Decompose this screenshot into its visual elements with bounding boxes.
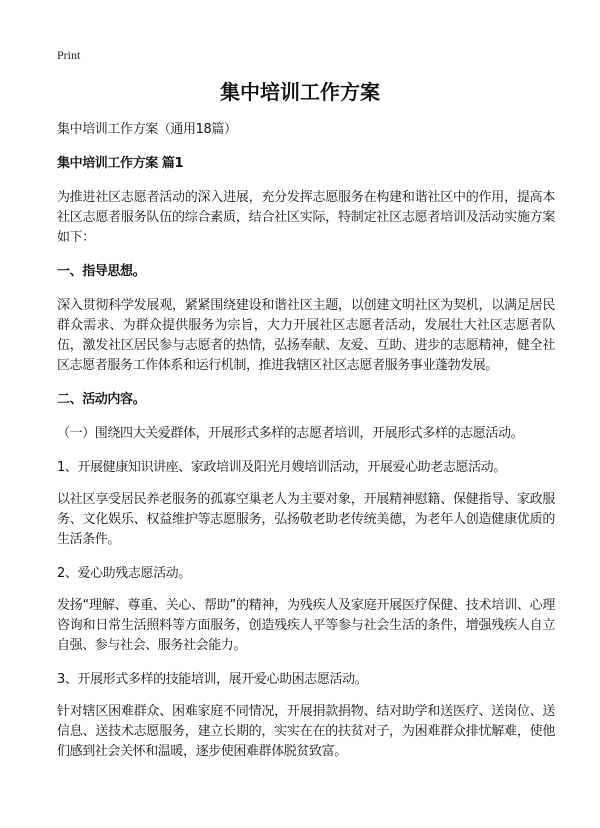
print-label: Print — [57, 48, 81, 62]
heading-activity-content: 二、活动内容。 — [57, 392, 146, 407]
activity-item-3: 3、开展形式多样的技能培训，展开爱心助困志愿活动。 — [57, 672, 368, 687]
activity-item-2-detail: 发扬“理解、尊重、关心、帮助”的精神，为残疾人及家庭开展医疗保健、技术培训、心理咨询和日常生活照料等方面服务，创造残疾人平等参与社会生活的条件，增强残疾人自立自强、参与社会、服务社会能力。 — [57, 598, 555, 653]
activity-item-1: 1、开展健康知识讲座、家政培训及阳光月嫂培训活动，开展爱心助老志愿活动。 — [57, 460, 506, 475]
activity-item-2: 2、爱心助残志愿活动。 — [57, 566, 191, 581]
guiding-ideology-paragraph: 深入贯彻科学发展观，紧紧围绕建设和谐社区主题，以创建文明社区为契机，以满足居民群众需求、为群众提供服务为宗旨，大力开展社区志愿者活动，发展壮大社区志愿者队伍，激发社区居民参与志愿者的热情，弘扬奉献、友爱、互助、进步的志愿精神，健全社区志愿者服务工作体系和运行机制，推进我辖区社区志愿者服务事业蓬勃发展。 — [57, 298, 555, 373]
document-subtitle: 集中培训工作方案（通用18篇） — [57, 122, 237, 137]
document-body — [57, 120, 555, 776]
document-title: 集中培训工作方案 — [220, 80, 380, 104]
activity-item-3-detail: 针对辖区困难群众、困难家庭不同情况，开展捐款捐物、结对助学和送医疗、送岗位、送信息、送技术志愿服务，建立长期的，实实在在的扶贫对子，为困难群众排忧解难，使他们感到社会关怀和温暖，逐步使困难群体脱贫致富。 — [57, 704, 555, 759]
activity-item-1-detail: 以社区享受居民养老服务的孤寡空巢老人为主要对象，开展精神慰籍、保健指导、家政服务、文化娱乐、权益维护等志愿服务，弘扬敬老助老传统美德，为老年人创造健康优质的生活条件。 — [57, 492, 555, 547]
section-title: 集中培训工作方案 篇1 — [57, 156, 184, 171]
activity-subsection-1: （一）围绕四大关爱群体，开展形式多样的志愿者培训，开展形式多样的志愿活动。 — [57, 426, 524, 441]
intro-paragraph: 为推进社区志愿者活动的深入进展，充分发挥志愿服务在构建和谐社区中的作用，提高本社区志愿者服务队伍的综合素质，结合社区实际，特制定社区志愿者培训及活动实施方案如下： — [57, 190, 555, 245]
heading-guiding-ideology: 一、指导思想。 — [57, 264, 146, 279]
